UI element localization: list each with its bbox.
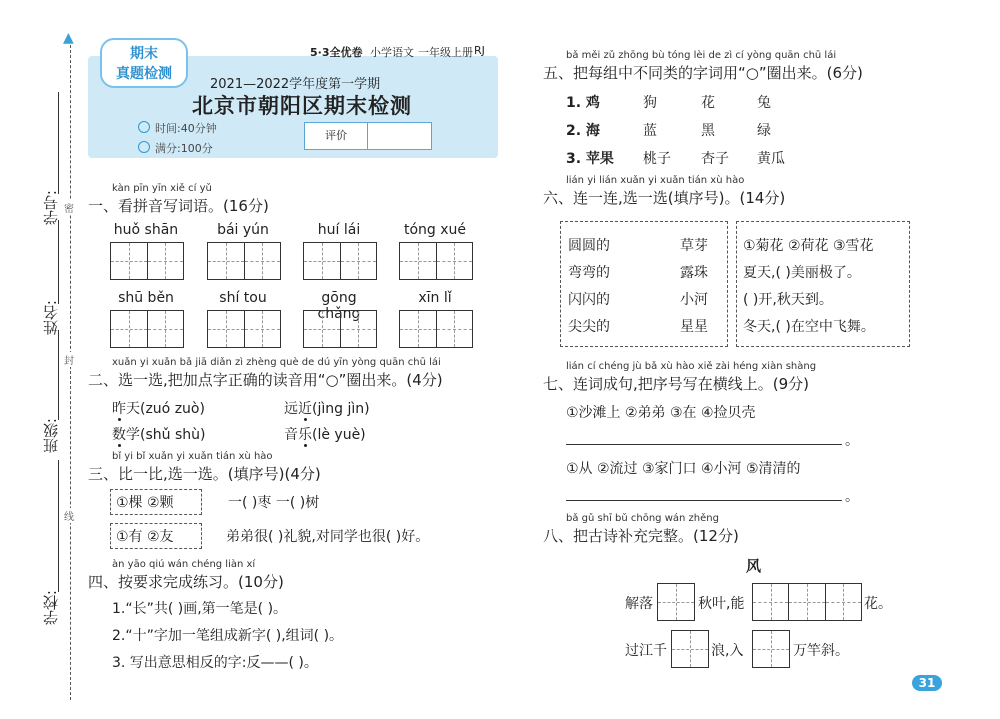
word-pinyin: gōng chǎng — [317, 290, 361, 322]
fill-sentence: 夏天,( )美丽极了。 — [743, 265, 861, 281]
match-right-item[interactable]: 露珠 — [680, 265, 708, 281]
word[interactable]: 杏子 — [701, 151, 729, 167]
school-line — [58, 460, 59, 592]
poem-text: 万竿斜。 — [793, 643, 849, 659]
s7-title: 七、连词成句,把序号写在横线上。(9分) — [543, 375, 810, 393]
word[interactable]: 兔 — [757, 95, 771, 111]
word[interactable]: 蓝 — [643, 123, 657, 139]
poem-title: 风 — [746, 557, 762, 575]
answer-line[interactable] — [566, 428, 842, 445]
badge-line2: 真题检测 — [116, 66, 172, 82]
question: 2.“十”字加一笔组成新字( ),组词( )。 — [112, 628, 344, 644]
score-info: 满分:100分 — [138, 140, 213, 156]
s3-pinyin: bǐ yi bǐ xuǎn yi xuǎn tián xù hào — [112, 451, 273, 462]
match-left-item[interactable]: 闪闪的 — [568, 292, 610, 308]
s6-pinyin: lián yi lián xuǎn yi xuǎn tián xù hào — [566, 175, 745, 186]
writing-grid[interactable] — [657, 583, 695, 621]
s5-pinyin: bǎ měi zǔ zhōng bù tóng lèi de zì cí yòng quān chū lái — [566, 50, 837, 61]
word[interactable]: 花 — [701, 95, 715, 111]
series-label: 5·3全优卷 — [310, 46, 363, 59]
writing-grid[interactable] — [207, 310, 281, 348]
student-number-line — [58, 92, 59, 194]
word[interactable]: 桃子 — [643, 151, 671, 167]
word-pinyin: huǒ shān — [113, 222, 179, 238]
option-text: ①有 ②友 — [116, 529, 174, 545]
seal-mark: 密 — [64, 200, 74, 215]
school-label: 学校: — [42, 590, 60, 626]
binding-line — [70, 40, 71, 700]
period: 。 — [845, 433, 859, 449]
subject-label: 小学语文 — [370, 46, 414, 59]
writing-grid[interactable] — [303, 242, 377, 280]
student-name-label: 姓名: — [42, 300, 60, 336]
reading-item: 数学(shǔ shù) — [112, 427, 206, 443]
poem-text: 秋叶,能 — [698, 596, 745, 612]
word-set: ①从 ②流过 ③家门口 ④小河 ⑤清清的 — [566, 461, 801, 477]
exam-badge — [100, 38, 188, 88]
check-icon — [138, 141, 150, 153]
poem-text: 过江千 — [625, 643, 667, 659]
s4-title: 四、按要求完成练习。(10分) — [88, 573, 284, 591]
word[interactable]: 黄瓜 — [757, 151, 785, 167]
page-number: 31 — [912, 675, 942, 691]
evaluation-field[interactable] — [368, 123, 431, 149]
fill-sentence: ( )开,秋天到。 — [743, 292, 833, 308]
word[interactable]: 绿 — [757, 123, 771, 139]
s7-pinyin: lián cí chéng jù bǎ xù hào xiě zài héng xiàn shàng — [566, 361, 817, 372]
student-name-line — [58, 220, 59, 304]
s4-pinyin: àn yāo qiú wán chéng liàn xí — [112, 559, 256, 570]
school-year: 2021—2022学年度第一学期 — [210, 77, 381, 92]
word-pinyin: huí lái — [317, 222, 361, 238]
evaluation-label: 评价 — [305, 123, 368, 149]
exam-title: 北京市朝阳区期末检测 — [192, 94, 412, 118]
time-info: 时间:40分钟 — [138, 120, 217, 136]
option-text: ①棵 ②颗 — [116, 495, 174, 511]
fill-sentence: 弟弟很( )礼貌,对同学也很( )好。 — [226, 529, 430, 545]
class-label: 班级: — [42, 418, 60, 454]
s8-pinyin: bǎ gǔ shī bǔ chōng wán zhěng — [566, 513, 719, 524]
writing-grid[interactable] — [399, 242, 473, 280]
match-left-item[interactable]: 圆圆的 — [568, 238, 610, 254]
student-number-label: 学号: — [42, 190, 60, 226]
edition-label: RJ — [474, 44, 485, 57]
reading-item: 远近(jìng jìn) — [284, 401, 370, 417]
seal-mark: 封 — [64, 352, 74, 367]
writing-grid[interactable] — [752, 583, 862, 621]
word[interactable]: 黑 — [701, 123, 715, 139]
match-right-item[interactable]: 星星 — [680, 319, 708, 335]
rocket-icon: ▲ — [63, 30, 74, 46]
s2-pinyin: xuǎn yi xuǎn bǎ jiā diǎn zì zhèng què de dú yīn yòng quān chū lái — [112, 357, 441, 368]
word-pinyin: tóng xué — [403, 222, 467, 238]
word[interactable]: 狗 — [643, 95, 657, 111]
word-pinyin: shí tou — [219, 290, 267, 306]
clock-icon — [138, 121, 150, 133]
match-left-item[interactable]: 弯弯的 — [568, 265, 610, 281]
evaluation-box — [304, 122, 432, 150]
writing-grid[interactable] — [110, 242, 184, 280]
reading-item: 昨天(zuó zuò) — [112, 401, 205, 417]
word-set: ①沙滩上 ②弟弟 ③在 ④捡贝壳 — [566, 405, 756, 421]
class-line — [58, 330, 59, 420]
writing-grid[interactable] — [110, 310, 184, 348]
match-left-item[interactable]: 尖尖的 — [568, 319, 610, 335]
writing-grid[interactable] — [752, 630, 790, 668]
s6-title: 六、连一连,选一选(填序号)。(14分) — [543, 189, 786, 207]
badge-line1: 期末 — [130, 46, 158, 62]
period: 。 — [845, 489, 859, 505]
s1-pinyin: kàn pīn yīn xiě cí yǔ — [112, 183, 212, 194]
word[interactable]: 3. 苹果 — [566, 151, 614, 167]
fill-sentence: 一( )枣 一( )树 — [228, 495, 320, 511]
writing-grid[interactable] — [399, 310, 473, 348]
answer-line[interactable] — [566, 484, 842, 501]
writing-grid[interactable] — [671, 630, 709, 668]
s2-title: 二、选一选,把加点字正确的读音用“○”圈出来。(4分) — [88, 371, 443, 389]
s8-title: 八、把古诗补充完整。(12分) — [543, 527, 739, 545]
choose-options: ①菊花 ②荷花 ③雪花 — [743, 238, 874, 254]
poem-text: 解落 — [625, 596, 653, 612]
poem-text: 花。 — [864, 596, 892, 612]
grade-label: 一年级上册 — [418, 46, 473, 59]
s5-title: 五、把每组中不同类的字词用“○”圈出来。(6分) — [543, 64, 863, 82]
writing-grid[interactable] — [303, 310, 377, 348]
s3-title: 三、比一比,选一选。(填序号)(4分) — [88, 465, 321, 483]
question: 1.“长”共( )画,第一笔是( )。 — [112, 601, 288, 617]
match-right-item[interactable]: 草芽 — [680, 238, 708, 254]
seal-mark: 线 — [64, 508, 74, 523]
word[interactable]: 1. 鸡 — [566, 95, 600, 111]
word[interactable]: 2. 海 — [566, 123, 600, 139]
reading-item: 音乐(lè yuè) — [284, 427, 366, 443]
word-pinyin: shū běn — [118, 290, 174, 306]
s1-title: 一、看拼音写词语。(16分) — [88, 197, 269, 215]
question: 3. 写出意思相反的字:反——( )。 — [112, 655, 318, 671]
word-pinyin: bái yún — [217, 222, 269, 238]
writing-grid[interactable] — [207, 242, 281, 280]
match-right-item[interactable]: 小河 — [680, 292, 708, 308]
fill-sentence: 冬天,( )在空中飞舞。 — [743, 319, 875, 335]
word-pinyin: xīn lǐ — [418, 290, 452, 306]
poem-text: 浪,入 — [711, 643, 744, 659]
